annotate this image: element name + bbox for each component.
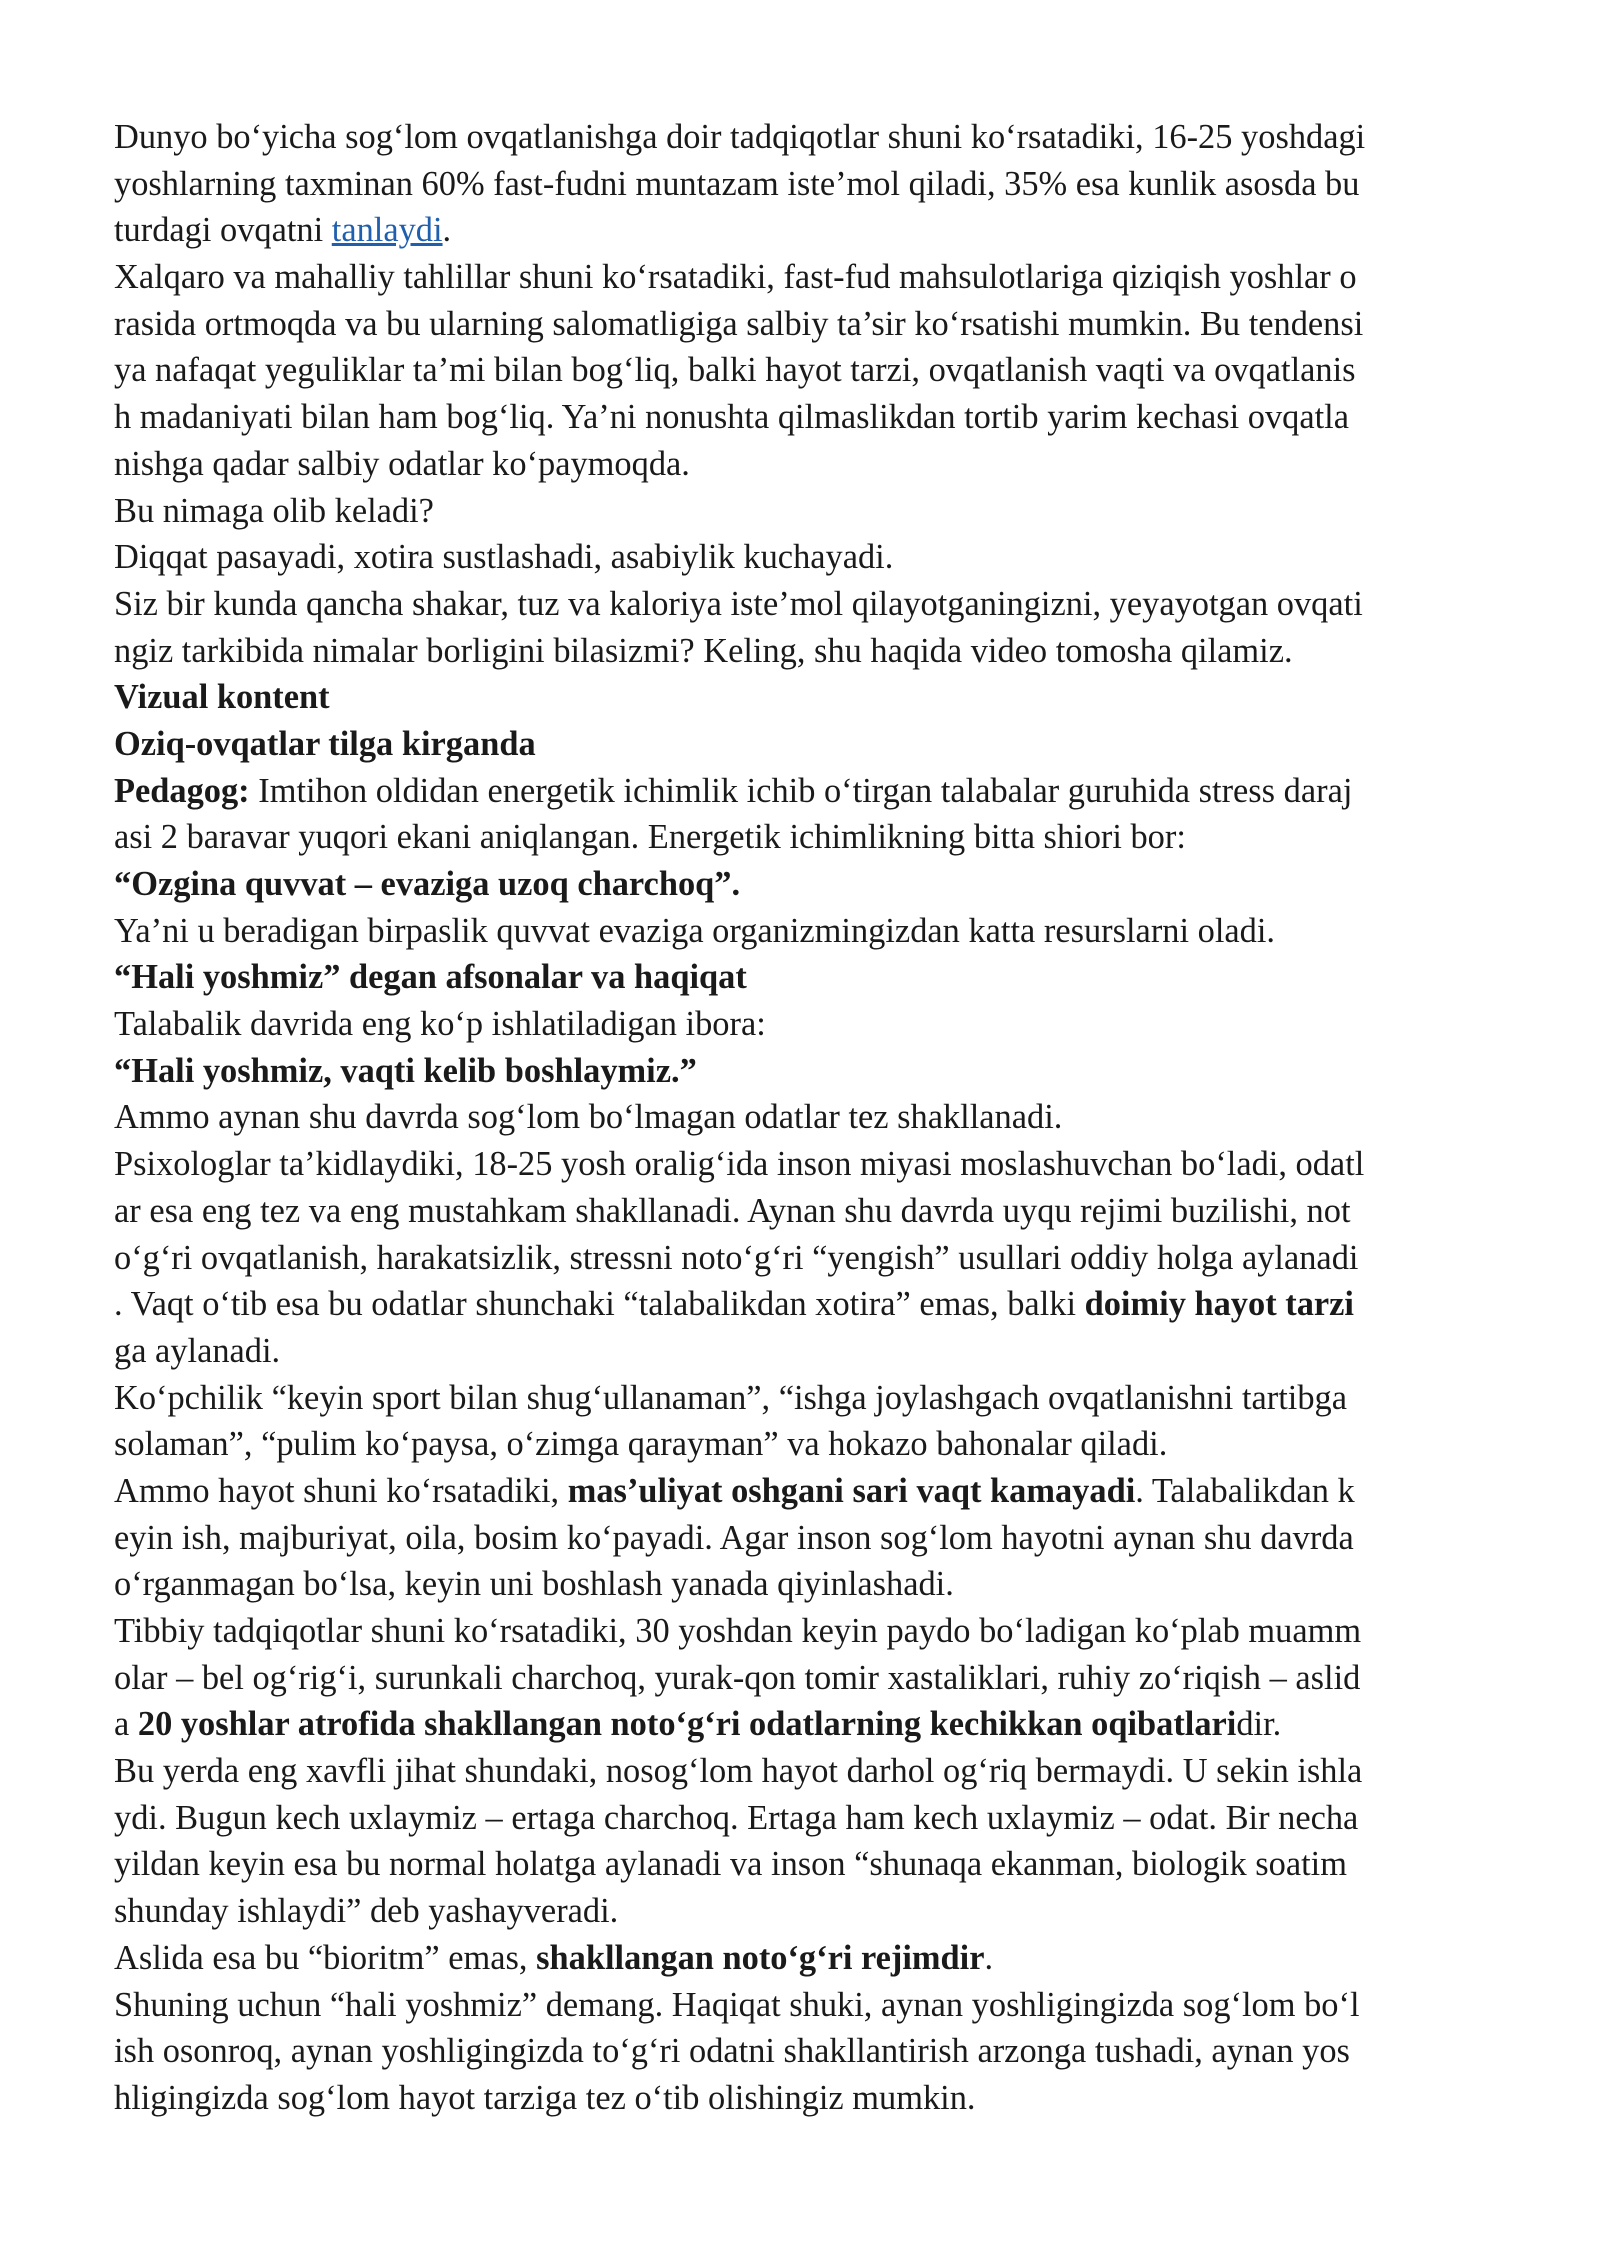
bold-text: shakllangan noto‘g‘ri rejimdir xyxy=(536,1938,985,1977)
text-line xyxy=(114,1421,1494,1468)
text-segment: . xyxy=(442,211,452,250)
text-segment: yildan keyin esa bu normal holatga aylanadi va inson “shunaqa ekanman, biologik soatim xyxy=(114,1845,1347,1884)
text-segment: turdagi ovqatni xyxy=(114,211,332,250)
text-line xyxy=(114,1701,1494,1748)
text-line xyxy=(114,1001,1494,1048)
text-segment: Xalqaro va mahalliy tahlillar shuni ko‘rsatadiki, fast-fud mahsulotlariga qiziqish yoshlar o xyxy=(114,258,1357,297)
text-segment: nishga qadar salbiy odatlar ko‘paymoqda. xyxy=(114,444,690,483)
text-line xyxy=(114,1561,1494,1608)
text-segment: ga aylanadi. xyxy=(114,1331,281,1370)
text-segment: rasida ortmoqda va bu ularning salomatligiga salbiy ta’sir ko‘rsatishi mumkin. Bu tendensi xyxy=(114,304,1364,343)
text-segment: ar esa eng tez va eng mustahkam shakllanadi. Aynan shu davrda uyqu rejimi buzilishi, not xyxy=(114,1191,1351,1230)
text-segment: Ammo aynan shu davrda sog‘lom bo‘lmagan odatlar tez shakllanadi. xyxy=(114,1098,1063,1137)
text-line xyxy=(114,254,1494,301)
bold-text: doimiy hayot tarzi xyxy=(1084,1285,1354,1324)
text-segment: Diqqat pasayadi, xotira sustlashadi, asabiylik kuchayadi. xyxy=(114,538,894,577)
text-line xyxy=(114,628,1494,675)
text-segment: . Talabalikdan k xyxy=(1135,1471,1355,1510)
text-segment: o‘rganmagan bo‘lsa, keyin uni boshlash yanada qiyinlashadi. xyxy=(114,1565,954,1604)
text-segment: o‘g‘ri ovqatlanish, harakatsizlik, stressni noto‘g‘ri “yengish” usullari oddiy holga aylanadi xyxy=(114,1238,1359,1277)
text-line xyxy=(114,347,1494,394)
text-segment: Imtihon oldidan energetik ichimlik ichib o‘tirgan talabalar guruhida stress daraj xyxy=(249,771,1353,810)
text-segment: Bu nimaga olib keladi? xyxy=(114,491,434,530)
text-line xyxy=(114,861,1494,908)
text-segment: h madaniyati bilan ham bog‘liq. Ya’ni nonushta qilmaslikdan tortib yarim kechasi ovqatla xyxy=(114,398,1349,437)
text-segment: hligingizda sog‘lom hayot tarziga tez o‘tib olishingiz mumkin. xyxy=(114,2078,976,2117)
text-line xyxy=(114,1375,1494,1422)
text-segment: Aslida esa bu “bioritm” emas, xyxy=(114,1938,537,1977)
text-line xyxy=(114,1748,1494,1795)
text-segment: Ko‘pchilik “keyin sport bilan shug‘ullanaman”, “ishga joylashgach ovqatlanishni tartibga xyxy=(114,1378,1347,1417)
text-segment: olar – bel og‘rig‘i, surunkali charchoq, yurak-qon tomir xastaliklari, ruhiy zo‘riqish – aslid xyxy=(114,1658,1361,1697)
bold-text: 20 yoshlar atrofida shakllangan noto‘g‘ri odatlarning kechikkan oqibatlari xyxy=(137,1705,1237,1744)
text-line xyxy=(114,1281,1494,1328)
bold-text: Pedagog: xyxy=(114,771,250,810)
text-segment: . Vaqt o‘tib esa bu odatlar shunchaki “talabalikdan xotira” emas, balki xyxy=(114,1285,1085,1324)
text-segment: solaman”, “pulim ko‘paysa, o‘zimga qarayman” va hokazo bahonalar qiladi. xyxy=(114,1425,1168,1464)
text-line xyxy=(114,441,1494,488)
bold-text: Oziq-ovqatlar tilga kirganda xyxy=(114,724,536,763)
text-segment: Talabalik davrida eng ko‘p ishlatiladigan ibora: xyxy=(114,1005,766,1044)
text-line xyxy=(114,488,1494,535)
text-line xyxy=(114,1515,1494,1562)
text-segment: asi 2 baravar yuqori ekani aniqlangan. Energetik ichimlikning bitta shiori bor: xyxy=(114,818,1186,857)
text-segment: Bu yerda eng xavfli jihat shundaki, nosog‘lom hayot darhol og‘riq bermaydi. U sekin ishla xyxy=(114,1752,1363,1791)
text-line xyxy=(114,1468,1494,1515)
text-segment: Shuning uchun “hali yoshmiz” demang. Haqiqat shuki, aynan yoshligingizda sog‘lom bo‘l xyxy=(114,1985,1360,2024)
text-line xyxy=(114,1235,1494,1282)
text-line xyxy=(114,954,1494,1001)
text-segment: ya nafaqat yeguliklar ta’mi bilan bog‘liq, balki hayot tarzi, ovqatlanish vaqti va ovqatlanis xyxy=(114,351,1356,390)
text-line xyxy=(114,161,1494,208)
text-line xyxy=(114,114,1494,161)
source-link[interactable]: tanlaydi xyxy=(331,211,443,250)
bold-text: Vizual kontent xyxy=(114,678,330,717)
text-line xyxy=(114,394,1494,441)
text-line xyxy=(114,814,1494,861)
text-line xyxy=(114,1608,1494,1655)
text-segment: ydi. Bugun kech uxlaymiz – ertaga charchoq. Ertaga ham kech uxlaymiz – odat. Bir necha xyxy=(114,1798,1359,1837)
text-line xyxy=(114,581,1494,628)
text-line xyxy=(114,207,1494,254)
text-segment: Ammo hayot shuni ko‘rsatadiki, xyxy=(114,1471,568,1510)
text-line xyxy=(114,1188,1494,1235)
text-segment: Tibbiy tadqiqotlar shuni ko‘rsatadiki, 30 yoshdan keyin paydo bo‘ladigan ko‘plab muamm xyxy=(114,1612,1362,1650)
text-line xyxy=(114,1094,1494,1141)
bold-text: “Hali yoshmiz, vaqti kelib boshlaymiz.” xyxy=(114,1051,697,1090)
text-segment: . xyxy=(984,1938,994,1977)
text-line xyxy=(114,768,1494,815)
text-line xyxy=(114,1655,1494,1702)
text-segment: ngiz tarkibida nimalar borligini bilasizmi? Keling, shu haqida video tomosha qilamiz. xyxy=(114,631,1293,670)
text-line xyxy=(114,1795,1494,1842)
text-line xyxy=(114,534,1494,581)
text-segment: Psixologlar ta’kidlaydiki, 18-25 yosh oralig‘ida inson miyasi moslashuvchan bo‘ladi, odatl xyxy=(114,1145,1365,1184)
text-segment: dir. xyxy=(1236,1705,1282,1744)
document-page xyxy=(114,114,1494,2122)
bold-text: mas’uliyat oshgani sari vaqt kamayadi xyxy=(567,1471,1136,1510)
text-line xyxy=(114,1841,1494,1888)
text-segment: Dunyo bo‘yicha sog‘lom ovqatlanishga doir tadqiqotlar shuni ko‘rsatadiki, 16-25 yoshdagi xyxy=(114,118,1366,156)
text-line xyxy=(114,301,1494,348)
text-line xyxy=(114,2075,1494,2122)
bold-text: “Hali yoshmiz” degan afsonalar va haqiqat xyxy=(114,958,747,997)
text-segment: eyin ish, majburiyat, oila, bosim ko‘payadi. Agar inson sog‘lom hayotni aynan shu davrda xyxy=(114,1518,1354,1557)
text-segment: shunday ishlaydi” deb yashayveradi. xyxy=(114,1892,619,1931)
text-segment: a xyxy=(114,1705,138,1744)
text-line xyxy=(114,1048,1494,1095)
text-line xyxy=(114,2028,1494,2075)
text-line xyxy=(114,1982,1494,2029)
text-segment: yoshlarning taxminan 60% fast-fudni muntazam iste’mol qiladi, 35% esa kunlik asosda bu xyxy=(114,164,1360,203)
text-line xyxy=(114,908,1494,955)
text-segment: Ya’ni u beradigan birpaslik quvvat evaziga organizmingizdan katta resurslarni oladi. xyxy=(114,911,1275,950)
text-line xyxy=(114,1888,1494,1935)
bold-text: “Ozgina quvvat – evaziga uzoq charchoq”. xyxy=(114,865,741,903)
text-line xyxy=(114,1935,1494,1982)
text-line xyxy=(114,674,1494,721)
text-segment: Siz bir kunda qancha shakar, tuz va kaloriya iste’mol qilayotganingizni, yeyayotgan ovqati xyxy=(114,584,1363,623)
text-line xyxy=(114,1328,1494,1375)
text-segment: ish osonroq, aynan yoshligingizda to‘g‘ri odatni shakllantirish arzonga tushadi, aynan yos xyxy=(114,2032,1350,2071)
text-line xyxy=(114,1141,1494,1188)
text-line xyxy=(114,721,1494,768)
